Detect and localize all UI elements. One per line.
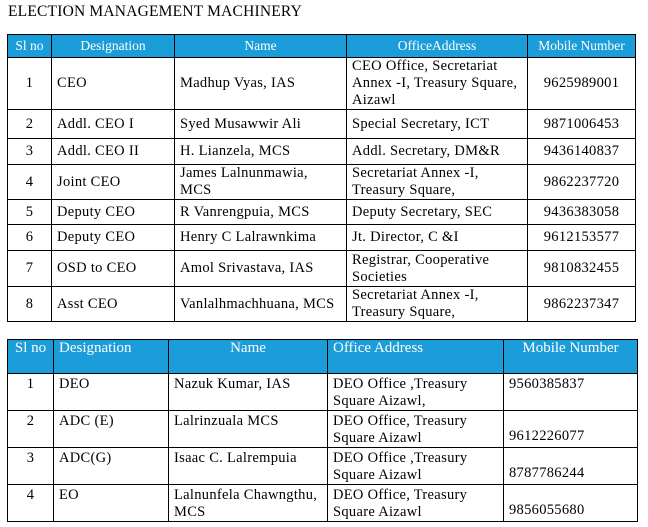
cell-designation: Joint CEO: [52, 165, 175, 200]
cell-sl: 1: [8, 58, 52, 110]
cell-designation: Deputy CEO: [52, 225, 175, 251]
cell-name: R Vanrengpuia, MCS: [175, 200, 347, 225]
cell-name: Lalrinzuala MCS: [169, 411, 328, 448]
cell-designation: OSD to CEO: [52, 251, 175, 287]
cell-name: Lalnunfela Chawngthu, MCS: [169, 485, 328, 522]
cell-address: Deputy Secretary, SEC: [347, 200, 528, 225]
cell-sl: 4: [8, 165, 52, 200]
cell-address: DEO Office ,Treasury Square Aizawl,: [328, 374, 504, 411]
cell-mobile: 9612153577: [528, 225, 636, 251]
cell-mobile: 9862237347: [528, 287, 636, 322]
header-mobile-number: Mobile Number: [504, 340, 638, 374]
header-designation: Designation: [54, 340, 169, 374]
cell-address: Registrar, Cooperative Societies: [347, 251, 528, 287]
cell-sl: 4: [8, 485, 54, 522]
cell-sl: 3: [8, 139, 52, 165]
cell-address: DEO Office ,Treasury Square Aizawl: [328, 448, 504, 485]
cell-designation: CEO: [52, 58, 175, 110]
table-row: [8, 287, 636, 322]
cell-name: James Lalnunmawia, MCS: [175, 165, 347, 200]
table-row: [8, 374, 638, 411]
cell-designation: Asst CEO: [52, 287, 175, 322]
cell-address: Special Secretary, ICT: [347, 110, 528, 139]
cell-address: Addl. Secretary, DM&R: [347, 139, 528, 165]
cell-mobile: 9560385837: [504, 374, 638, 411]
cell-designation: EO: [54, 485, 169, 522]
header-sl-no: Sl no: [8, 35, 52, 58]
header-name: Name: [175, 35, 347, 58]
cell-sl: 2: [8, 110, 52, 139]
cell-name: Syed Musawwir Ali: [175, 110, 347, 139]
cell-designation: ADC(G): [54, 448, 169, 485]
district-officials-table: [7, 339, 638, 522]
header-sl-no: Sl no: [8, 340, 54, 374]
table-row: [8, 139, 636, 165]
cell-designation: ADC (E): [54, 411, 169, 448]
cell-name: Isaac C. Lalrempuia: [169, 448, 328, 485]
cell-sl: 1: [8, 374, 54, 411]
table-row: [8, 110, 636, 139]
cell-mobile: 9436383058: [528, 200, 636, 225]
cell-designation: DEO: [54, 374, 169, 411]
cell-designation: Addl. CEO II: [52, 139, 175, 165]
cell-name: Vanlalhmachhuana, MCS: [175, 287, 347, 322]
cell-sl: 5: [8, 200, 52, 225]
table-row: [8, 225, 636, 251]
cell-mobile: 9856055680: [504, 485, 638, 522]
cell-name: Nazuk Kumar, IAS: [169, 374, 328, 411]
table-header-row: [8, 340, 638, 374]
cell-name: Madhup Vyas, IAS: [175, 58, 347, 110]
table-header-row: [8, 35, 636, 58]
header-name: Name: [169, 340, 328, 374]
table-row: [8, 165, 636, 200]
cell-designation: Addl. CEO I: [52, 110, 175, 139]
cell-mobile: 9871006453: [528, 110, 636, 139]
cell-mobile: 9436140837: [528, 139, 636, 165]
cell-address: DEO Office, Treasury Square Aizawl: [328, 411, 504, 448]
cell-sl: 6: [8, 225, 52, 251]
header-designation: Designation: [52, 35, 175, 58]
cell-mobile: 9625989001: [528, 58, 636, 110]
cell-address: Jt. Director, C &I: [347, 225, 528, 251]
table-row: [8, 251, 636, 287]
election-officials-table: [7, 34, 636, 322]
cell-name: Henry C Lalrawnkima: [175, 225, 347, 251]
cell-sl: 2: [8, 411, 54, 448]
table-row: [8, 448, 638, 485]
header-office-address: OfficeAddress: [347, 35, 528, 58]
header-office-address: Office Address: [328, 340, 504, 374]
table-row: [8, 411, 638, 448]
cell-mobile: 9862237720: [528, 165, 636, 200]
header-mobile-number: Mobile Number: [528, 35, 636, 58]
cell-mobile: 9810832455: [528, 251, 636, 287]
table-row: [8, 485, 638, 522]
cell-sl: 7: [8, 251, 52, 287]
cell-address: Secretariat Annex -I, Treasury Square,: [347, 165, 528, 200]
cell-sl: 3: [8, 448, 54, 485]
page-title: ELECTION MANAGEMENT MACHINERY: [8, 3, 302, 20]
cell-mobile: 9612226077: [504, 411, 638, 448]
cell-designation: Deputy CEO: [52, 200, 175, 225]
cell-address: Secretariat Annex -I, Treasury Square,: [347, 287, 528, 322]
table-row: [8, 200, 636, 225]
table-row: [8, 58, 636, 110]
cell-address: DEO Office, Treasury Square Aizawl: [328, 485, 504, 522]
cell-address: CEO Office, Secretariat Annex -I, Treasury Square, Aizawl: [347, 58, 528, 110]
cell-mobile: 8787786244: [504, 448, 638, 485]
cell-name: Amol Srivastava, IAS: [175, 251, 347, 287]
cell-name: H. Lianzela, MCS: [175, 139, 347, 165]
cell-sl: 8: [8, 287, 52, 322]
